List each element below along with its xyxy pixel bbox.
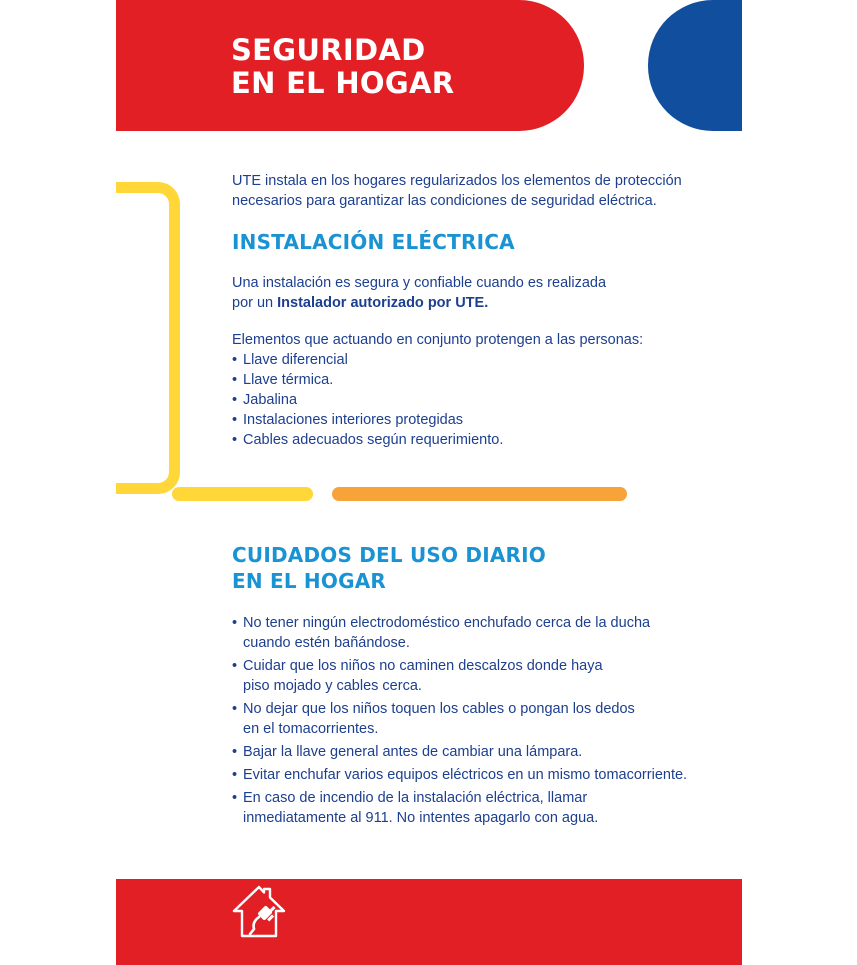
list-item-line-2: en el tomacorrientes. [243,721,379,737]
list-item: • Llave térmica. [232,370,702,390]
intro-line-2: necesarios para garantizar las condiciones de seguridad eléctrica. [232,193,657,209]
list-item: • Cables adecuados según requerimiento. [232,430,702,450]
intro-line-1: UTE instala en los hogares regularizados los elementos de protección [232,173,682,189]
installation-line-2 [232,293,702,313]
footer-banner [116,879,742,965]
intro-text [232,171,702,211]
blue-decoration [648,0,742,131]
daily-care-list [232,613,702,831]
list-item: • Llave diferencial [232,350,702,370]
daily-care-heading [232,542,546,594]
daily-care-heading-line-2: EN EL HOGAR [232,569,386,593]
house-plug-icon [230,884,288,940]
list-item: • Instalaciones interiores protegidas [232,410,702,430]
list-item-line-2: piso mojado y cables cerca. [243,678,422,694]
authorized-installer-text: Instalador autorizado por UTE. [277,295,489,311]
list-item-line-1: • No dejar que los niños toquen los cables o pongan los dedos [243,701,635,717]
list-item [232,742,702,762]
orange-line-decoration [332,487,627,501]
list-item-line-2: inmediatamente al 911. No intentes apagarlo con agua. [243,810,599,826]
list-item [232,788,702,828]
safety-card [116,0,742,965]
list-item [232,656,702,696]
title-line-2: EN EL HOGAR [231,66,455,100]
installation-heading [232,229,515,255]
header-banner [116,0,584,131]
list-item-line-1: • Evitar enchufar varios equipos eléctricos en un mismo tomacorriente. [243,767,688,783]
list-item: • Jabalina [232,390,702,410]
daily-care-heading-line-1: CUIDADOS DEL USO DIARIO [232,543,546,567]
yellow-line-decoration [172,487,313,501]
list-item [232,613,702,653]
installation-line-1: Una instalación es segura y confiable cuando es realizada [232,275,607,291]
protection-elements-intro: Elementos que actuando en conjunto protengen a las personas: [232,332,644,348]
installation-text [232,273,702,313]
page-title [231,34,454,100]
list-item-line-1: • Cuidar que los niños no caminen descalzos donde haya [243,658,603,674]
list-item-line-1: • No tener ningún electrodoméstico enchufado cerca de la ducha [243,615,651,631]
installation-heading-text: INSTALACIÓN ELÉCTRICA [232,230,515,254]
list-item [232,765,702,785]
yellow-bracket-decoration [116,182,180,494]
list-item [232,699,702,739]
list-item-line-1: • En caso de incendio de la instalación eléctrica, llamar [243,790,588,806]
protection-elements-list [232,350,702,450]
title-line-1: SEGURIDAD [231,33,426,67]
protection-elements [232,330,702,450]
list-item-line-1: • Bajar la llave general antes de cambiar una lámpara. [243,744,583,760]
list-item-line-2: cuando estén bañándose. [243,635,410,651]
installation-line-2-prefix: por un [232,295,278,311]
